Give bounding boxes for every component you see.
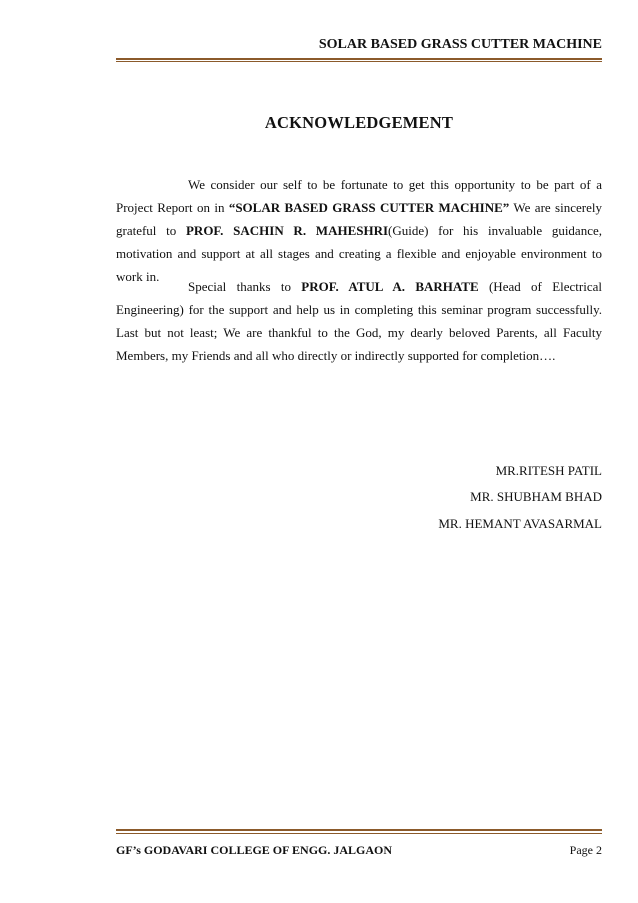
acknowledgement-paragraph-1: [116, 173, 602, 288]
para1-text-1: We consider our self to be fortunate to get this opportunity to be part of a Project Report on in: [116, 177, 602, 215]
para1-text-3: (Guide) for his invaluable guidance, motivation and support at all stages and creating a flexible and enjoyable environment to work in.: [116, 223, 602, 284]
footer-rule: [116, 829, 602, 831]
para2-text-1: Special thanks to: [188, 279, 302, 294]
para1-guide-name: PROF. SACHIN R. MAHESHRI: [185, 223, 389, 238]
footer-rule-thin: [116, 833, 602, 834]
para1-project-title: “SOLAR BASED GRASS CUTTER MACHINE”: [228, 200, 510, 215]
footer-college-name: GF’s GODAVARI COLLEGE OF ENGG. JALGAON: [116, 843, 393, 857]
para2-text-2: (Head of Electrical Engineering) for the support and help us in completing this seminar program successfully. Last but not least; We are thankful to the God, my dearly beloved Parents, all Faculty Members, my Friends and all who directly or indirectly supported for completion….: [116, 279, 602, 363]
footer-page-number: Page 2: [569, 843, 602, 857]
acknowledgement-paragraph-2: [116, 275, 602, 367]
header-rule-thin: [116, 61, 602, 62]
signature-name: MR. HEMANT AVASARMAL: [438, 516, 602, 531]
para2-hod-name: PROF. ATUL A. BARHATE: [301, 279, 479, 294]
signature-name: MR.RITESH PATIL: [495, 463, 602, 478]
page-heading: ACKNOWLEDGEMENT: [264, 113, 454, 132]
header-rule: [116, 58, 602, 60]
signature-name: MR. SHUBHAM BHAD: [470, 489, 602, 504]
para1-text-2: We are sincerely grateful to: [116, 200, 602, 238]
header-title: SOLAR BASED GRASS CUTTER MACHINE: [318, 37, 602, 52]
